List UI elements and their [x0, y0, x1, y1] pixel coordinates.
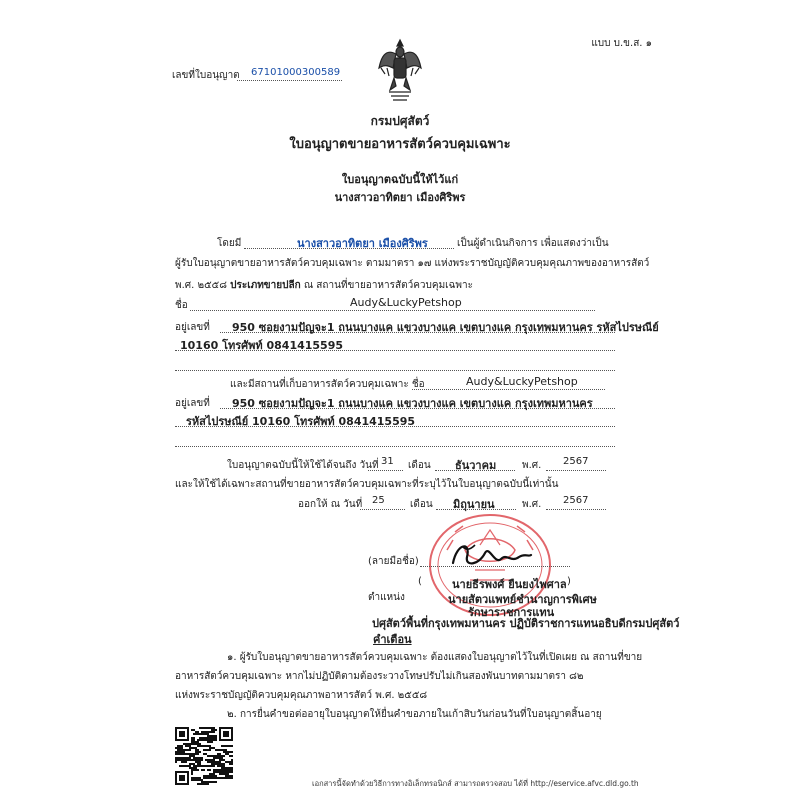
shop-name-label: ชื่อ: [175, 300, 188, 311]
valid-until-label: ใบอนุญาตฉบับนี้ให้ใช้ได้จนถึง วันที่: [227, 460, 379, 471]
issued-date-label: ออกให้ ณ วันที่: [298, 499, 363, 510]
issued-year-label: พ.ศ.: [522, 499, 542, 510]
garuda-emblem-icon: [377, 38, 423, 104]
operator-label: โดยมี: [217, 238, 242, 249]
warning-1-line-1: ๑. ผู้รับใบอนุญาตขายอาหารสัตว์ควบคุมเฉพาะ ต้องแสดงใบอนุญาตไว้ในที่เปิดเผย ณ สถานที่ขาย: [227, 652, 643, 663]
warning-1-line-3: แห่งพระราชบัญญัติควบคุมคุณภาพอาหารสัตว์ พ.ศ. ๒๕๕๘: [175, 690, 428, 701]
footer-note: เอกสารนี้จัดทำด้วยวิธีการทางอิเล็กทรอนิกส์ สามารถตรวจสอบ ได้ที่ http://eservice.afvc.dld.go.th: [312, 779, 639, 788]
address-label: อยู่เลขที่: [175, 322, 210, 333]
position-line-2: รักษาราชการแทน: [468, 606, 555, 619]
valid-year-line: [546, 470, 606, 471]
issued-month: มิถุนายน: [453, 498, 495, 511]
signer-name: นายธีรพงศ์ ยืนยงไพศาล: [452, 578, 567, 591]
address-value-1: 950 ซอยงามปัญจะ1 ถนนบางแค แขวงบางแค เขตบางแค กรุงเทพมหานคร รหัสไปรษณีย์: [232, 321, 659, 334]
scope-text: และให้ใช้ได้เฉพาะสถานที่ขายอาหารสัตว์ควบคุมเฉพาะที่ระบุไว้ในใบอนุญาตฉบับนี้เท่านั้น: [175, 479, 559, 490]
issued-year-line: [546, 509, 606, 510]
address-line-3: [175, 370, 615, 371]
department-name: กรมปศุสัตว์: [370, 114, 430, 128]
act-year: พ.ศ. ๒๕๕๘: [175, 280, 227, 291]
body-line-3: [175, 278, 473, 293]
warning-1-line-2: อาหารสัตว์ควบคุมเฉพาะ หากไม่ปฏิบัติตามต้องระวางโทษปรับไม่เกินสองพันบาทตามมาตรา ๘๒: [175, 671, 584, 682]
position-line-1: นายสัตวแพทย์ชำนาญการพิเศษ: [448, 593, 597, 606]
storage-address-line-3: [175, 446, 615, 447]
operator-suffix: เป็นผู้ดำเนินกิจการ เพื่อแสดงว่าเป็น: [457, 238, 609, 249]
valid-month-label: เดือน: [408, 460, 431, 471]
signature-label: (ลายมือชื่อ): [368, 556, 419, 567]
shop-location-label: ณ สถานที่ขายอาหารสัตว์ควบคุมเฉพาะ: [303, 280, 473, 291]
valid-year: 2567: [563, 456, 589, 467]
storage-label: และมีสถานที่เก็บอาหารสัตว์ควบคุมเฉพาะ ชื่อ: [230, 379, 425, 390]
license-category: ประเภทขายปลีก: [230, 280, 301, 291]
address-value-2: 10160 โทรศัพท์ 0841415595: [180, 339, 344, 352]
license-number-line: [237, 80, 342, 81]
valid-day: 31: [381, 456, 394, 467]
issued-to-label: ใบอนุญาตฉบับนี้ให้ไว้แก่: [341, 173, 459, 186]
storage-address-value-2: รหัสไปรษณีย์ 10160 โทรศัพท์ 0841415595: [186, 415, 416, 428]
position-label: ตำแหน่ง: [368, 592, 405, 603]
operator-name: นางสาวอาทิตยา เมืองศิริพร: [297, 237, 428, 250]
issued-year: 2567: [563, 495, 589, 506]
issued-day: 25: [372, 495, 385, 506]
signer-close-paren: ): [567, 576, 571, 587]
storage-name-value: Audy&LuckyPetshop: [466, 375, 578, 388]
document-title: ใบอนุญาตขายอาหารสัตว์ควบคุมเฉพาะ: [289, 137, 511, 152]
storage-address-label: อยู่เลขที่: [175, 398, 210, 409]
issued-month-label: เดือน: [410, 499, 433, 510]
valid-day-line: [368, 470, 403, 471]
position-line-3: ปศุสัตว์พื้นที่กรุงเทพมหานคร ปฏิบัติราชการแทนอธิบดีกรมปศุสัตว์: [372, 617, 680, 630]
valid-year-label: พ.ศ.: [522, 460, 542, 471]
license-number-label: เลขที่ใบอนุญาต: [172, 70, 240, 81]
issued-day-line: [360, 509, 405, 510]
issued-to-name: นางสาวอาทิตยา เมืองศิริพร: [334, 191, 466, 204]
shop-name-line: [190, 310, 595, 311]
shop-name-value: Audy&LuckyPetshop: [350, 296, 462, 309]
storage-name-line: [412, 389, 605, 390]
qr-code-icon: [175, 727, 233, 785]
form-code: แบบ บ.ข.ส. ๑: [591, 38, 652, 49]
license-number-value: 67101000300589: [251, 67, 341, 78]
body-line-2: ผู้รับใบอนุญาตขายอาหารสัตว์ควบคุมเฉพาะ ตามมาตรา ๑๗ แห่งพระราชบัญญัติควบคุมคุณภาพของอาหารสัตว์: [175, 258, 650, 269]
valid-month: ธันวาคม: [455, 459, 497, 472]
storage-address-value-1: 950 ซอยงามปัญจะ1 ถนนบางแค แขวงบางแค เขตบางแค กรุงเทพมหานคร: [232, 397, 593, 410]
signer-open-paren: (: [418, 576, 422, 587]
handwritten-signature: [445, 535, 535, 575]
warning-title: คำเตือน: [373, 633, 412, 646]
warning-2: ๒. การยื่นคำขอต่ออายุใบอนุญาตให้ยื่นคำขอภายในเก้าสิบวันก่อนวันที่ใบอนุญาตสิ้นอายุ: [227, 709, 602, 720]
